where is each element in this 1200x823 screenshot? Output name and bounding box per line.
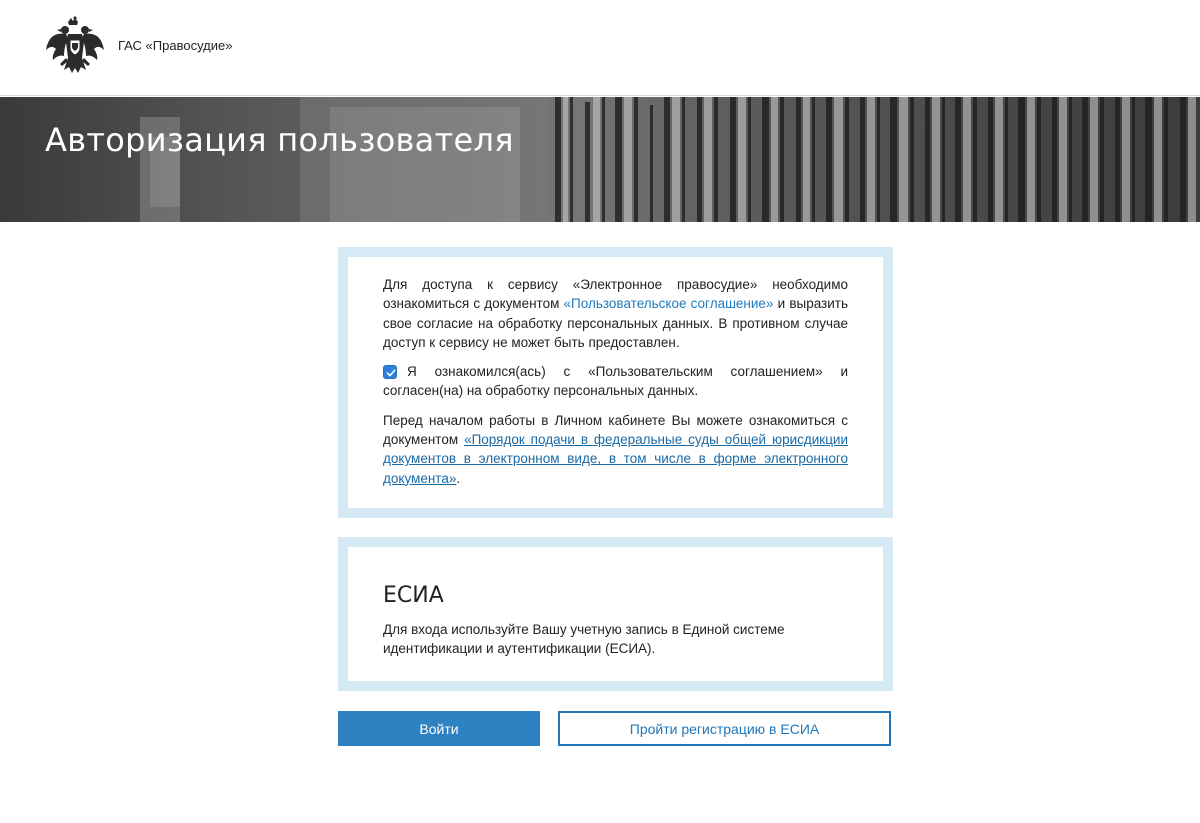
procedure-text-before: Перед началом работы в Личном кабинете Вы можете ознакомиться с документом bbox=[383, 412, 848, 448]
esia-register-button[interactable]: Пройти регистрацию в ЕСИА bbox=[558, 711, 891, 746]
consent-intro-before: Для доступа к сервису «Электронное правосудие» необходимо ознакомиться с документом bbox=[383, 277, 848, 312]
consent-checkbox-row[interactable] bbox=[383, 362, 848, 401]
consent-checkbox[interactable] bbox=[383, 365, 397, 379]
procedure-text bbox=[383, 411, 848, 488]
consent-checkbox-label[interactable]: Я ознакомился(ась) с «Пользовательским соглашением» и согласен(на) на обработку персональных данных. bbox=[383, 364, 848, 399]
checkmark-icon bbox=[385, 367, 397, 379]
consent-intro-text bbox=[383, 275, 848, 352]
user-agreement-link[interactable]: «Пользовательское соглашение» bbox=[563, 296, 774, 312]
consent-panel bbox=[338, 247, 893, 518]
bookshelf-background-image bbox=[0, 97, 1200, 222]
esia-title: ЕСИА bbox=[383, 583, 444, 608]
procedure-text-after: . bbox=[456, 470, 461, 486]
page-title: Авторизация пользователя bbox=[45, 121, 514, 159]
procedure-document-link[interactable]: «Порядок подачи в федеральные суды общей юрисдикции документов в электронном виде, в том числе в форме электронного документа» bbox=[383, 432, 849, 486]
login-button[interactable]: Войти bbox=[338, 711, 540, 746]
consent-intro-after: и выразить свое согласие на обработку персональных данных. В противном случае доступ к сервису не может быть предоставлен. bbox=[383, 296, 849, 350]
esia-description: Для входа используйте Вашу учетную запись в Единой системе идентификации и аутентификации (ЕСИА). bbox=[383, 622, 785, 657]
russian-double-headed-eagle-icon[interactable] bbox=[44, 16, 106, 78]
page-banner bbox=[0, 97, 1200, 222]
site-header bbox=[0, 0, 1200, 96]
site-name[interactable]: ГАС «Правосудие» bbox=[118, 38, 233, 53]
esia-panel bbox=[338, 537, 893, 691]
